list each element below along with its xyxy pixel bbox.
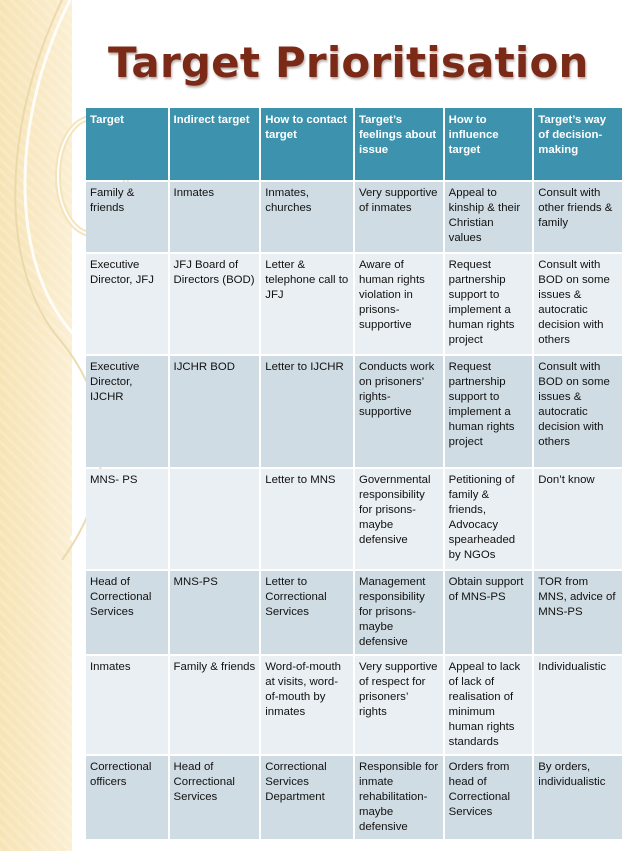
cell-feelings: Governmental responsibility for prisons-maybe defensive (355, 469, 443, 569)
table-row (86, 182, 622, 252)
cell-target: Inmates (86, 656, 168, 754)
cell-feelings: Aware of human rights violation in prisons-supportive (355, 254, 443, 354)
cell-decision-making: By orders, individualistic (534, 756, 622, 839)
cell-indirect-target: JFJ Board of Directors (BOD) (170, 254, 260, 354)
cell-decision-making: Consult with BOD on some issues & autocratic decision with others (534, 356, 622, 467)
cell-how-to-influence: Obtain support of MNS-PS (445, 571, 533, 654)
cell-how-to-influence: Petitioning of family & friends, Advocacy spearheaded by NGOs (445, 469, 533, 569)
cell-how-to-contact: Correctional Services Department (261, 756, 353, 839)
table-row (86, 254, 622, 354)
cell-how-to-influence: Request partnership support to implement a human rights project (445, 356, 533, 467)
header-decision-making: Target’s way of decision-making (534, 108, 622, 180)
cell-target: Family & friends (86, 182, 168, 252)
cell-decision-making: Don’t know (534, 469, 622, 569)
cell-indirect-target: Head of Correctional Services (170, 756, 260, 839)
cell-target: Correctional officers (86, 756, 168, 839)
table-row (86, 356, 622, 467)
cell-indirect-target: Family & friends (170, 656, 260, 754)
cell-how-to-influence: Appeal to kinship & their Christian values (445, 182, 533, 252)
cell-feelings: Conducts work on prisoners’ rights-supportive (355, 356, 443, 467)
cell-target: Executive Director, IJCHR (86, 356, 168, 467)
cell-feelings: Responsible for inmate rehabilitation-maybe defensive (355, 756, 443, 839)
cell-how-to-contact: Letter to IJCHR (261, 356, 353, 467)
header-target: Target (86, 108, 168, 180)
table-row (86, 656, 622, 754)
cell-target: MNS- PS (86, 469, 168, 569)
cell-decision-making: Individualistic (534, 656, 622, 754)
header-how-to-contact: How to contact target (261, 108, 353, 180)
table-row (86, 469, 622, 569)
cell-decision-making: TOR from MNS, advice of MNS-PS (534, 571, 622, 654)
table-row (86, 571, 622, 654)
cell-how-to-contact: Inmates, churches (261, 182, 353, 252)
cell-decision-making: Consult with BOD on some issues & autocratic decision with others (534, 254, 622, 354)
table-row (86, 756, 622, 839)
cell-feelings: Very supportive of respect for prisoners’ rights (355, 656, 443, 754)
cell-how-to-contact: Letter to Correctional Services (261, 571, 353, 654)
cell-indirect-target: Inmates (170, 182, 260, 252)
cell-feelings: Very supportive of inmates (355, 182, 443, 252)
decorative-side-panel (0, 0, 72, 851)
target-prioritisation-table (84, 106, 624, 841)
cell-target: Head of Correctional Services (86, 571, 168, 654)
cell-how-to-influence: Appeal to lack of lack of realisation of minimum human rights standards (445, 656, 533, 754)
header-feelings: Target’s feelings about issue (355, 108, 443, 180)
cell-indirect-target: IJCHR BOD (170, 356, 260, 467)
cell-feelings: Management responsibility for prisons-maybe defensive (355, 571, 443, 654)
cell-target: Executive Director, JFJ (86, 254, 168, 354)
cell-how-to-influence: Request partnership support to implement a human rights project (445, 254, 533, 354)
side-panel-texture (0, 0, 72, 851)
cell-how-to-contact: Word-of-mouth at visits, word-of-mouth by inmates (261, 656, 353, 754)
header-how-to-influence: How to influence target (445, 108, 533, 180)
cell-how-to-influence: Orders from head of Correctional Services (445, 756, 533, 839)
cell-indirect-target: MNS-PS (170, 571, 260, 654)
page-title: Target Prioritisation (108, 38, 589, 87)
cell-how-to-contact: Letter & telephone call to JFJ (261, 254, 353, 354)
cell-how-to-contact: Letter to MNS (261, 469, 353, 569)
cell-indirect-target (170, 469, 260, 569)
header-indirect-target: Indirect target (170, 108, 260, 180)
cell-decision-making: Consult with other friends & family (534, 182, 622, 252)
table-header-row (86, 108, 622, 180)
